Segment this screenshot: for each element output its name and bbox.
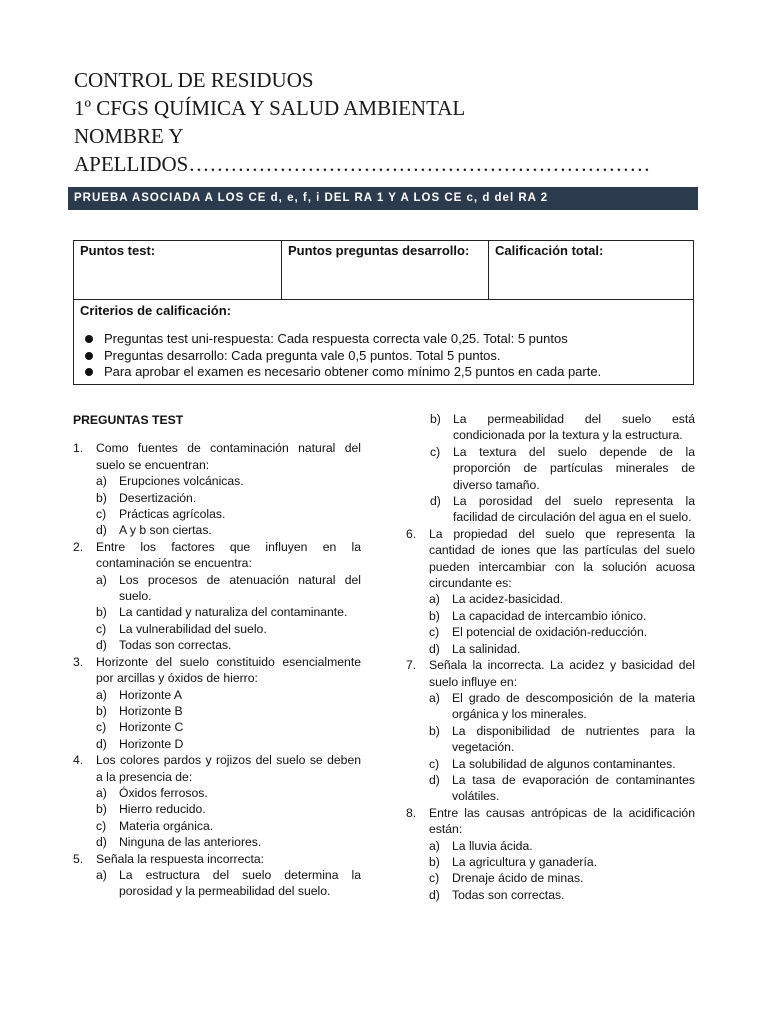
option-text: Materia orgánica. <box>119 818 214 833</box>
option-letter: c) <box>430 444 441 459</box>
option-letter: c) <box>429 625 440 640</box>
option-item <box>406 608 695 624</box>
option-text: Todas son correctas. <box>452 887 565 902</box>
question-text: Señala la respuesta incorrecta: <box>96 851 265 866</box>
question-3 <box>73 654 361 687</box>
option-item <box>73 785 361 801</box>
criteria-list <box>80 331 687 381</box>
option-item <box>406 444 695 493</box>
option-item <box>406 838 695 854</box>
option-text: Drenaje ácido de minas. <box>452 871 584 886</box>
bullet-icon <box>85 352 93 360</box>
option-text: La lluvia ácida. <box>452 838 533 853</box>
test-points-cell: Puntos test: <box>80 243 156 258</box>
option-letter: a) <box>96 474 107 489</box>
option-item <box>73 687 361 703</box>
question-number: 7. <box>406 658 417 673</box>
option-item <box>406 624 695 640</box>
option-letter: b) <box>96 490 107 505</box>
option-item <box>406 411 695 444</box>
option-letter: b) <box>430 412 441 426</box>
question-number: 3. <box>73 654 84 669</box>
header-surname-label: APELLIDOS………………………………………………………… <box>74 152 651 176</box>
option-letter: b) <box>96 703 107 718</box>
option-letter: d) <box>96 523 107 538</box>
option-text: La capacidad de intercambio iónico. <box>452 608 647 623</box>
option-text: Horizonte C <box>119 720 184 735</box>
option-item <box>406 493 695 526</box>
option-item <box>406 591 695 607</box>
question-number: 2. <box>73 539 84 554</box>
option-item <box>73 473 361 489</box>
option-text: La agricultura y ganadería. <box>452 854 597 869</box>
criteria-text: Preguntas desarrollo: Cada pregunta vale 0,5 puntos. Total 5 puntos. <box>104 347 501 363</box>
option-item <box>406 854 695 870</box>
option-letter: d) <box>96 835 107 850</box>
option-letter: d) <box>429 772 440 787</box>
option-item <box>406 870 695 886</box>
question-text: Entre las causas antrópicas de la acidificación están: <box>429 805 695 837</box>
option-item <box>73 572 361 605</box>
bullet-icon <box>85 368 93 376</box>
question-number: 6. <box>406 526 417 541</box>
option-item <box>73 818 361 834</box>
option-letter: a) <box>429 690 440 705</box>
question-text: Horizonte del suelo constituido esencialmente por arcillas y óxidos de hierro: <box>96 654 361 686</box>
option-item <box>73 621 361 637</box>
document-header <box>74 66 650 178</box>
header-name-label: NOMBRE Y <box>74 124 184 148</box>
option-text: Erupciones volcánicas. <box>119 474 244 489</box>
option-letter: d) <box>96 736 107 751</box>
option-text: La porosidad del suelo representa la facilidad de circulación del agua en el suelo. <box>453 494 695 525</box>
question-number: 5. <box>73 851 84 866</box>
question-number: 1. <box>73 441 84 456</box>
option-text: Hierro reducido. <box>119 802 206 817</box>
option-item <box>73 522 361 538</box>
bullet-icon <box>85 335 93 343</box>
option-letter: c) <box>96 507 107 522</box>
option-text: Desertización. <box>119 490 197 505</box>
option-letter: a) <box>96 785 107 800</box>
criteria-item <box>80 348 687 365</box>
grade-score-row <box>74 241 693 300</box>
option-item <box>73 834 361 850</box>
option-item <box>73 719 361 735</box>
option-text: Horizonte B <box>119 703 183 718</box>
option-letter: c) <box>96 621 107 636</box>
header-title: CONTROL DE RESIDUOS <box>74 68 314 92</box>
criteria-text: Preguntas test uni-respuesta: Cada respuesta correcta vale 0,25. Total: 5 puntos <box>104 331 568 346</box>
option-text: Los procesos de atenuación natural del suelo. <box>119 572 361 604</box>
option-item <box>73 506 361 522</box>
criteria-text: Para aprobar el examen es necesario obtener como mínimo 2,5 puntos en cada parte. <box>104 364 602 379</box>
option-letter: a) <box>429 592 440 607</box>
option-text: La estructura del suelo determina la porosidad y la permeabilidad del suelo. <box>119 867 361 899</box>
option-item <box>73 736 361 752</box>
exam-banner: PRUEBA ASOCIADA A LOS CE d, e, f, i DEL RA 1 Y A LOS CE c, d del RA 2 <box>68 187 698 210</box>
option-item <box>73 703 361 719</box>
option-text: A y b son ciertas. <box>119 523 212 538</box>
option-text: La cantidad y naturaliza del contaminante. <box>119 605 348 620</box>
question-6 <box>406 526 695 592</box>
option-letter: d) <box>96 638 107 653</box>
development-points-cell: Puntos preguntas desarrollo: <box>281 241 488 299</box>
option-item <box>406 887 695 903</box>
option-text: La salinidad. <box>452 641 521 656</box>
option-letter: d) <box>429 887 440 902</box>
option-letter: c) <box>429 756 440 771</box>
option-text: Horizonte A <box>119 687 183 702</box>
option-letter: b) <box>429 608 440 623</box>
option-item <box>73 801 361 817</box>
question-2 <box>73 539 361 572</box>
option-text: Ninguna de las anteriores. <box>119 835 262 850</box>
criteria-title: Criterios de calificación: <box>80 303 231 318</box>
option-item <box>406 723 695 756</box>
question-text: Entre los factores que influyen en la contaminación se encuentra: <box>96 539 361 571</box>
option-text: La disponibilidad de nutrientes para la vegetación. <box>452 723 695 755</box>
option-item <box>73 637 361 653</box>
option-text: Óxidos ferrosos. <box>119 785 208 800</box>
option-letter: b) <box>429 854 440 869</box>
header-course: 1º CFGS QUÍMICA Y SALUD AMBIENTAL <box>74 96 466 120</box>
question-1 <box>73 440 361 473</box>
option-item <box>406 641 695 657</box>
option-text: La vulnerabilidad del suelo. <box>119 621 267 636</box>
option-letter: a) <box>96 687 107 702</box>
section-title: PREGUNTAS TEST <box>73 413 184 427</box>
question-5 <box>73 851 361 867</box>
question-8 <box>406 805 695 838</box>
option-text: La tasa de evaporación de contaminantes volátiles. <box>452 772 695 804</box>
total-grade-cell: Calificación total: <box>488 241 693 299</box>
option-letter: d) <box>429 641 440 656</box>
option-text: El grado de descomposición de la materia orgánica y los minerales. <box>452 690 695 722</box>
option-text: La solubilidad de algunos contaminantes. <box>452 756 676 771</box>
option-item <box>406 772 695 805</box>
option-letter: c) <box>429 871 440 886</box>
option-item <box>73 490 361 506</box>
option-text: Horizonte D <box>119 736 184 751</box>
option-letter: a) <box>96 572 107 587</box>
option-item <box>73 867 361 900</box>
option-item <box>73 604 361 620</box>
questions-left-column <box>73 412 361 900</box>
option-text: La textura del suelo depende de la proporción de partículas minerales de diverso tamaño. <box>453 444 695 492</box>
option-letter: b) <box>96 802 107 817</box>
grade-table <box>73 240 694 385</box>
option-item <box>406 690 695 723</box>
option-letter: a) <box>429 838 440 853</box>
question-text: La propiedad del suelo que representa la cantidad de iones que las partículas del suelo pueden intercambiar con la solución acuosa circundante es: <box>429 526 695 591</box>
question-text: Los colores pardos y rojizos del suelo se deben a la presencia de: <box>96 753 361 784</box>
option-text: Prácticas agrícolas. <box>119 507 226 522</box>
option-letter: a) <box>96 867 107 882</box>
question-number: 4. <box>73 753 84 768</box>
criteria-item <box>80 331 687 348</box>
question-number: 8. <box>406 805 417 820</box>
question-text: Como fuentes de contaminación natural del suelo se encuentran: <box>96 441 361 472</box>
option-text: La acidez-basicidad. <box>452 592 564 607</box>
option-letter: b) <box>96 605 107 620</box>
grading-criteria <box>74 300 693 384</box>
option-text: El potencial de oxidación-reducción. <box>452 625 648 640</box>
question-4 <box>73 752 361 785</box>
option-text: La permeabilidad del suelo está condicionada por la textura y la estructura. <box>453 412 695 443</box>
question-7 <box>406 657 695 690</box>
questions-right-column <box>406 411 695 903</box>
option-letter: c) <box>96 818 107 833</box>
criteria-item <box>80 364 687 381</box>
option-letter: c) <box>96 720 107 735</box>
option-letter: d) <box>430 494 441 509</box>
question-text: Señala la incorrecta. La acidez y basicidad del suelo influye en: <box>429 658 695 689</box>
option-letter: b) <box>429 723 440 738</box>
option-item <box>406 756 695 772</box>
option-text: Todas son correctas. <box>119 638 232 653</box>
